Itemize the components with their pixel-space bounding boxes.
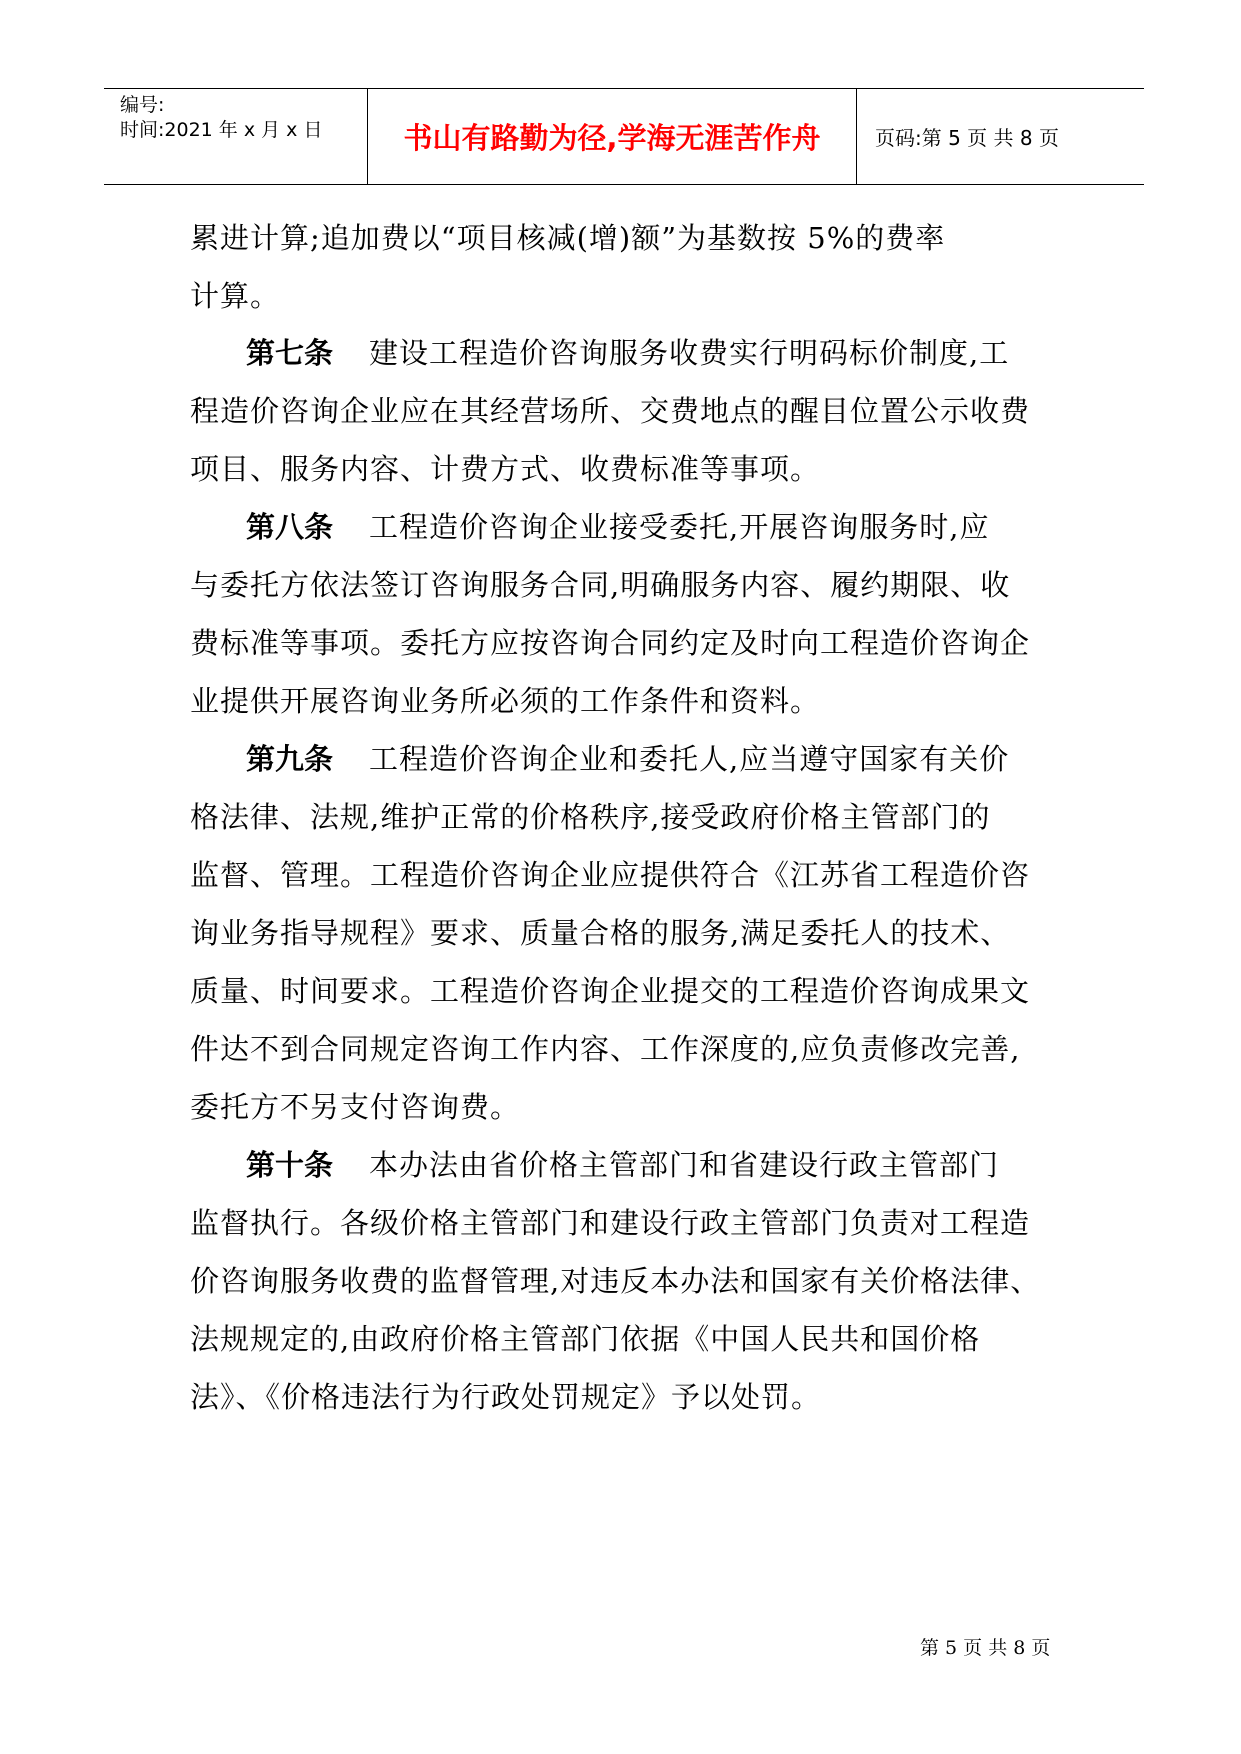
page-footer: 第 5 页 共 8 页 [920, 1637, 1051, 1659]
article-paragraph-10 [246, 1143, 999, 1183]
body-line: 质量、时间要求。工程造价咨询企业提交的工程造价咨询成果文 [190, 974, 1031, 1008]
article-heading: 第八条 [246, 510, 334, 544]
body-line: 格法律、法规,维护正常的价格秩序,接受政府价格主管部门的 [190, 800, 991, 834]
article-paragraph-7 [246, 331, 1009, 371]
body-line: 法》、《价格违法行为行政处罚规定》予以处罚。 [190, 1380, 822, 1414]
header-page-number: 页码:第 5 页 共 8 页 [875, 126, 1059, 150]
document-number-label: 编号: [120, 94, 165, 116]
header-motto: 书山有路勤为径,学海无涯苦作舟 [403, 121, 821, 155]
body-line: 工程造价咨询企业接受委托,开展咨询服务时,应 [369, 510, 990, 544]
body-line: 询业务指导规程》要求、质量合格的服务,满足委托人的技术、 [190, 916, 1011, 950]
article-paragraph-8 [246, 505, 989, 545]
article-heading: 第九条 [246, 742, 334, 776]
page-header [104, 88, 1144, 185]
body-line: 费标准等事项。委托方应按咨询合同约定及时向工程造价咨询企 [190, 626, 1031, 660]
body-line: 件达不到合同规定咨询工作内容、工作深度的,应负责修改完善, [190, 1032, 1021, 1066]
body-line: 工程造价咨询企业和委托人,应当遵守国家有关价 [369, 742, 1010, 776]
body-line: 监督、管理。工程造价咨询企业应提供符合《江苏省工程造价咨 [190, 858, 1031, 892]
body-line: 业提供开展咨询业务所必须的工作条件和资料。 [190, 684, 821, 718]
body-line: 与委托方依法签订咨询服务合同,明确服务内容、履约期限、收 [190, 568, 1011, 602]
body-line: 监督执行。各级价格主管部门和建设行政主管部门负责对工程造 [190, 1206, 1031, 1240]
body-line: 价咨询服务收费的监督管理,对违反本办法和国家有关价格法律、 [190, 1264, 1041, 1298]
body-line: 程造价咨询企业应在其经营场所、交费地点的醒目位置公示收费 [190, 394, 1031, 428]
body-line: 法规规定的,由政府价格主管部门依据《中国人民共和国价格 [190, 1322, 981, 1356]
document-time-label: 时间:2021 年 x 月 x 日 [120, 119, 323, 141]
body-line: 累进计算;追加费以“项目核减(增)额”为基数按 5%的费率 [190, 221, 946, 255]
body-line: 建设工程造价咨询服务收费实行明码标价制度,工 [369, 336, 1010, 370]
article-heading: 第七条 [246, 336, 334, 370]
article-paragraph-9 [246, 737, 1009, 777]
article-heading: 第十条 [246, 1148, 334, 1182]
body-line: 本办法由省价格主管部门和省建设行政主管部门 [369, 1148, 1000, 1182]
body-line: 计算。 [190, 279, 281, 313]
body-line: 项目、服务内容、计费方式、收费标准等事项。 [190, 452, 821, 486]
body-line: 委托方不另支付咨询费。 [190, 1090, 521, 1124]
